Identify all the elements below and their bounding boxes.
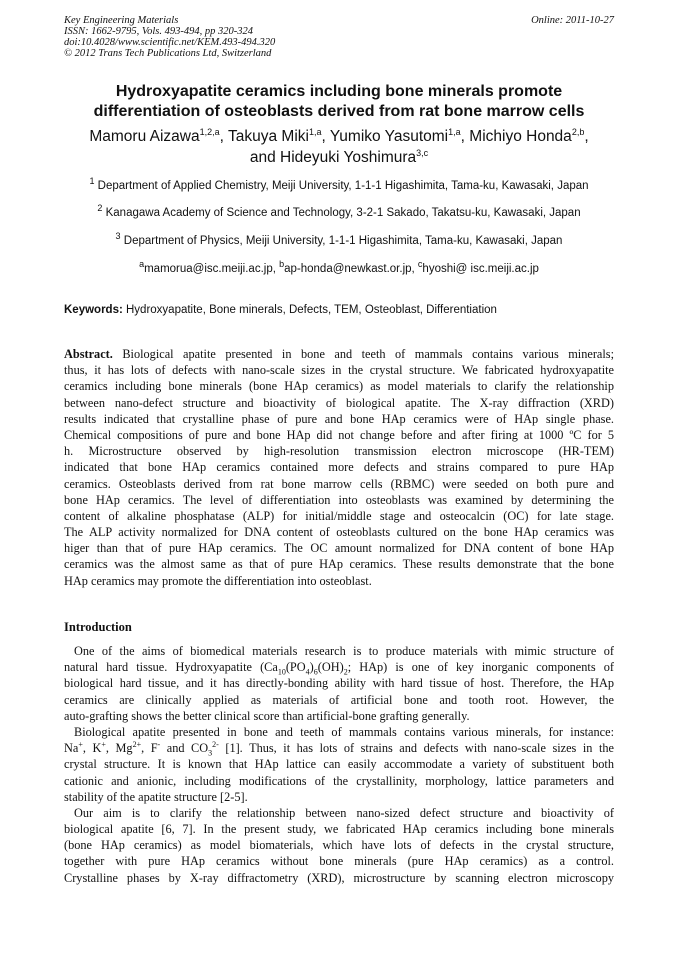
abstract-line: ceramics including bone minerals (bone HAp ceramics) as model materials to clarify the relationship (64, 379, 614, 394)
author-name: Mamoru Aizawa (89, 128, 200, 145)
affiliation-3 (30, 231, 648, 248)
title-line-2: differentiation of osteoblasts derived from rat bone marrow cells (93, 103, 585, 120)
affiliation-number: 3 (115, 231, 121, 242)
affiliation-number: 2 (97, 203, 103, 214)
formula-text: ) (309, 660, 314, 675)
ion-text: , F (141, 741, 158, 756)
abstract-line: h. Microstructure observed by high-resolution transmission electron microscope (HR-TEM) (64, 444, 614, 459)
formula-subscript: 2 (343, 667, 348, 677)
formula-subscript: 6 (313, 667, 318, 677)
ion-charge: 2- (212, 740, 219, 750)
intro-line: biological apatite [6, 7]. In the present study, we fabricated HAp ceramics including bone minerals (64, 822, 614, 837)
doi-line: doi:10.4028/www.scientific.net/KEM.493-494.320 (64, 37, 276, 48)
formula-subscript: 10 (277, 667, 286, 677)
abstract-line: between nano-defect structure and bioactivity of biological apatite. The X-ray diffraction (XRD) (64, 395, 614, 410)
intro-text: natural hard tissue. Hydroxyapatite (Ca (64, 660, 278, 675)
ion-text: and CO (160, 741, 209, 756)
journal-header (64, 15, 614, 59)
abstract-line: Chemical compositions of pure and bone HAp did not change before and after firing at 1000 ºC for 5 (64, 427, 614, 442)
abstract-line: ceramics was the almost same as that of pure HAp ceramics. These results demonstrate that the bone (64, 557, 614, 572)
abstract-line (64, 346, 614, 362)
author-separator: , (219, 128, 228, 145)
journal-name: Key Engineering Materials (64, 15, 179, 26)
intro-line: biological hard tissue, and it has directly-bonding ability with hard tissue of host. Therefore, the HAp (64, 676, 614, 691)
intro-line: crystal structure. It is known that HAp lattice can easily accommodate a variety of substituent both (64, 757, 614, 772)
intro-line: stability of the apatite structure [2-5]. (64, 789, 248, 804)
author-name: Yumiko Yasutomi (329, 128, 449, 145)
intro-line: (bone HAp ceramics) as model biomaterials, which have lots of defects in the crystal structure, (64, 838, 614, 853)
ion-charge: - (157, 740, 161, 750)
email-mark: c (417, 259, 423, 270)
abstract-line-text: Biological apatite presented in bone and teeth of mammals contains various minerals; (112, 347, 614, 361)
abstract-line: bone HAp ceramics. The level of differentiation into osteoblasts was examined by determining the (64, 492, 614, 507)
ion-text: , Mg (105, 741, 133, 756)
abstract-line: higer than that of pure HAp ceramics. The OC amount normalized for DNA content of bone HAp (64, 541, 614, 556)
formula-text: (OH) (317, 660, 344, 675)
author-affiliation-mark: 1,a (448, 126, 461, 137)
author-separator: , (460, 128, 470, 145)
author-separator: , (584, 128, 589, 145)
intro-line: Biological apatite presented in bone and teeth of mammals contains various minerals, for instance: (74, 724, 614, 739)
intro-line (64, 659, 614, 675)
intro-text: ; HAp) is one of key inorganic components of (347, 660, 614, 675)
author-name: Michiyo Honda (469, 128, 572, 145)
introduction-heading: Introduction (64, 620, 132, 634)
ion-subscript: 3 (208, 748, 213, 758)
online-date: Online: 2011-10-27 (531, 15, 614, 26)
author-separator: , (321, 128, 330, 145)
intro-line: auto-grafting shows the better clinical score than artificial-bone grafting generally. (64, 708, 470, 723)
ion-charge: + (101, 740, 106, 750)
author-affiliation-mark: 2,b (571, 126, 585, 137)
ion-text: Na (64, 741, 79, 756)
title-line-1: Hydroxyapatite ceramics including bone minerals promote (115, 83, 563, 100)
intro-line: One of the aims of biomedical materials research is to produce materials with mimic structure of (74, 644, 614, 658)
paper-title (30, 82, 648, 122)
author-name: Takuya Miki (227, 128, 309, 145)
ion-text: , K (82, 741, 102, 756)
email-mark: a (139, 259, 145, 270)
affiliation-text: Department of Physics, Meiji University, 1-1-1 Higashimita, Tama-ku, Kawasaki, Japan (123, 235, 563, 247)
author-line-2 (30, 147, 648, 168)
intro-line: Crystalline phases by X-ray diffractometry (XRD), microstructure by scanning electron microscopy (64, 870, 614, 885)
intro-line: cationic and anionic, including modifications of the crystallinity, morphology, lattice parameters and (64, 773, 614, 788)
email-line (30, 259, 648, 276)
abstract-line: HAp ceramics may promote the differentiation into osteoblast. (64, 573, 372, 588)
abstract-line: thus, it has lots of defects with nano-scale sizes in the crystal structure. We fabricated hydroxyapatite (64, 363, 614, 378)
keywords (64, 303, 614, 317)
affiliation-1 (30, 176, 648, 193)
abstract-line: ceramics. Osteoblasts derived from rat bone marrow cells (RBMC) were seeded on both pure and (64, 476, 614, 491)
keywords-label: Keywords: (64, 304, 123, 316)
abstract-line: indicated that bone HAp ceramics contained more defects and strains compared to pure HAp (64, 460, 614, 475)
author-line-1 (30, 126, 648, 147)
author-name: and Hideyuki Yoshimura (249, 149, 417, 166)
intro-line (64, 740, 614, 756)
email-address: ap-honda@newkast.or.jp, (284, 263, 418, 275)
affiliation-2 (30, 203, 648, 220)
copyright-line: © 2012 Trans Tech Publications Ltd, Switzerland (64, 48, 272, 59)
affiliation-text: Department of Applied Chemistry, Meiji University, 1-1-1 Higashimita, Tama-ku, Kawasaki, Japan (97, 180, 589, 192)
intro-line: ceramics are clinically applied as materials of artificial bone and tooth root. However, the (64, 692, 614, 707)
abstract-line: content of alkaline phosphatase (ALP) for initial/middle stage and osteocalcin (OC) for late stage. (64, 508, 614, 523)
abstract (64, 346, 614, 589)
author-affiliation-mark: 3,c (416, 147, 429, 158)
abstract-label: Abstract. (64, 347, 113, 361)
email-mark: b (279, 259, 285, 270)
introduction-body (64, 643, 614, 886)
abstract-line: results indicated that crystalline phase of pure and bone HAp ceramics were of HAp single phase. (64, 411, 614, 426)
abstract-line: The ALP activity normalized for DNA content of osteoblasts cultured on the bone HAp ceramics was (64, 525, 614, 540)
formula-subscript: 4 (305, 667, 310, 677)
email-address: mamorua@isc.meiji.ac.jp, (144, 263, 280, 275)
issn-line: ISSN: 1662-9795, Vols. 493-494, pp 320-324 (64, 26, 253, 37)
affiliation-number: 1 (89, 176, 95, 187)
intro-text: [1]. Thus, it has lots of strains and defects with nano-scale sizes in the (218, 741, 614, 756)
author-list (30, 126, 648, 168)
ion-charge: + (78, 740, 83, 750)
affiliation-text: Kanagawa Academy of Science and Technology, 3-2-1 Sakado, Takatsu-ku, Kawasaki, Japan (105, 207, 581, 219)
author-affiliation-mark: 1,2,a (199, 126, 220, 137)
ion-charge: 2+ (132, 740, 142, 750)
intro-line: together with pure HAp ceramics without bone minerals (pure HAp ceramics) as a control. (64, 854, 614, 869)
keywords-text: Hydroxyapatite, Bone minerals, Defects, TEM, Osteoblast, Differentiation (122, 304, 497, 316)
formula-text: (PO (285, 660, 306, 675)
intro-line: Our aim is to clarify the relationship between nano-sized defect structure and bioactivity of (74, 805, 614, 820)
email-address: hyoshi@ isc.meiji.ac.jp (422, 263, 539, 275)
author-affiliation-mark: 1,a (308, 126, 322, 137)
